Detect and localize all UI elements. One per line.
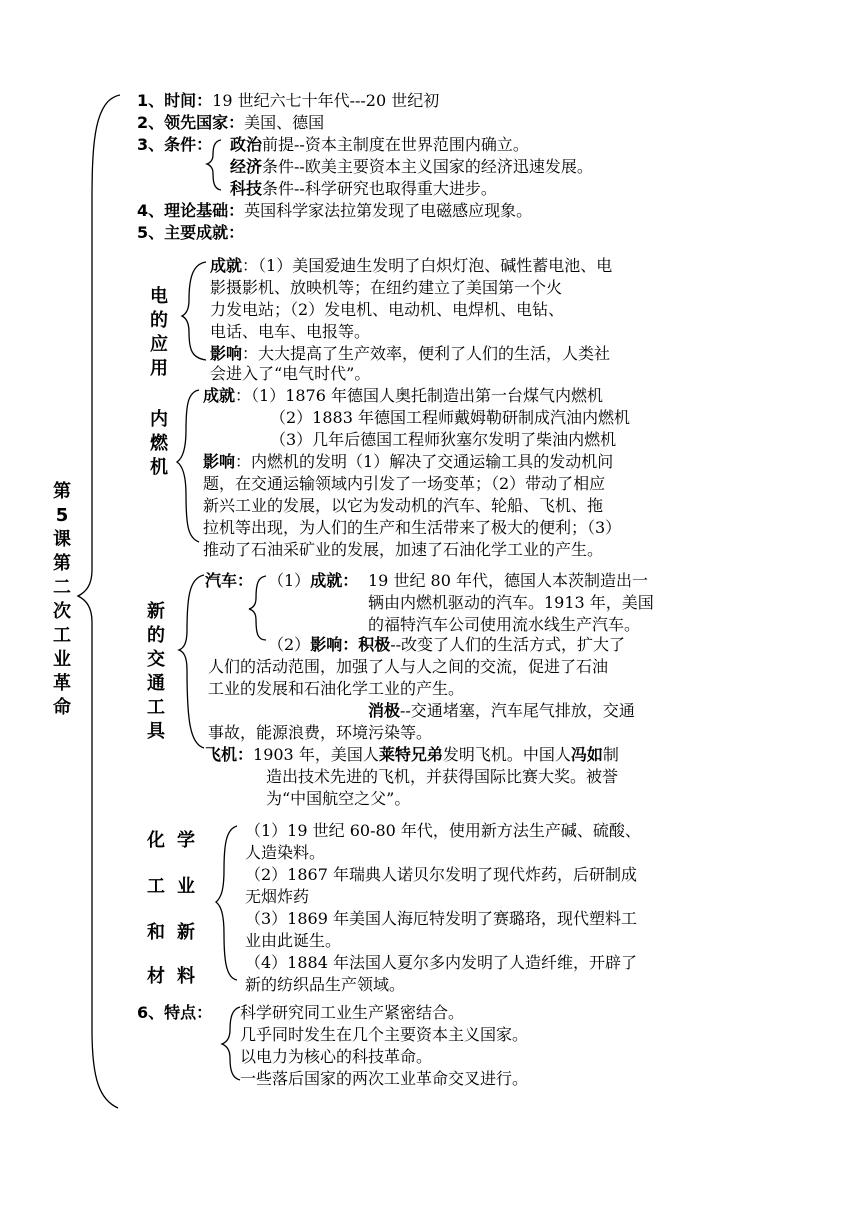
car-label: 汽车：: [205, 571, 254, 590]
chem-heading-line: 和新: [147, 922, 207, 943]
engine-imp-line: 影响：内燃机的发明（1）解决了交通运输工具的发动机问: [203, 452, 614, 471]
theory-label: 4、理论基础：: [137, 201, 245, 220]
transport-bracket: [179, 575, 204, 748]
chem-line: （1）19 世纪 60-80 年代，使用新方法生产碱、硫酸、: [245, 821, 641, 840]
condition-item: 科技条件--科学研究也取得重大进步。: [230, 179, 497, 198]
time-row: [137, 90, 439, 112]
chem-line: （4）1884 年法国人夏尔多内发明了人造纤维，开辟了: [245, 953, 637, 972]
chem-line: 无烟炸药: [245, 887, 310, 906]
engine-imp-line: 推动了石油采矿业的发展，加速了石油化学工业的产生。: [203, 540, 604, 559]
time-label: 1、时间：: [137, 91, 213, 110]
engine-ach-line: （3）几年后德国工程师狄塞尔发明了柴油内燃机: [270, 430, 617, 449]
achievements-label: 5、主要成就：: [137, 223, 245, 242]
chem-heading-line: 工业: [147, 876, 207, 897]
electric-ach-line: 力发电站；（2）发电机、电动机、电焊机、电钻、: [210, 300, 565, 319]
chem-line: 业由此诞生。: [245, 931, 342, 950]
countries-label: 2、领先国家：: [137, 113, 245, 132]
engine-imp-line: 新兴工业的发展，以它为发动机的汽车、轮船、飞机、拖: [203, 496, 604, 515]
time-text: 19 世纪六七十年代---20 世纪初: [212, 91, 440, 110]
theory-row: [137, 200, 532, 222]
car-ach-line: 19 世纪 80 年代，德国人本茨制造出一: [368, 571, 648, 590]
electric-ach-line: 成就：（1）美国爱迪生发明了白炽灯泡、碱性蓄电池、电: [210, 256, 613, 275]
conditions-label: 3、条件：: [137, 135, 213, 154]
achievements-row: [137, 222, 244, 244]
electric-ach-line: 电话、电车、电报等。: [210, 322, 371, 341]
electric-imp-line: 影响：大大提高了生产效率，便利了人们的生活，人类社: [210, 344, 611, 363]
engine-bracket: [177, 390, 199, 542]
electric-bracket: [182, 262, 206, 360]
engine-imp-line: 拉机等出现，为人们的生产和生活带来了极大的便利；（3）: [203, 518, 622, 537]
countries-row: [137, 112, 324, 134]
chem-line: （2）1867 年瑞典人诺贝尔发明了现代炸药，后研制成: [245, 865, 637, 884]
transport-heading: 新的交通工具: [147, 601, 165, 742]
chem-heading-line: 材料: [147, 966, 207, 987]
car-neg-line: 消极--交通堵塞，汽车尾气排放，交通: [368, 701, 635, 720]
condition-item: 政治前提--资本主制度在世界范围内确立。: [230, 135, 529, 154]
car-imp-line: 人们的活动范围，加强了人与人之间的交流，促进了石油: [208, 657, 609, 676]
chem-bracket: [216, 826, 237, 980]
plane-line: 为“中国航空之父”。: [266, 789, 411, 808]
electric-ach-line: 影摄影机、放映机等；在纽约建立了美国第一个火: [210, 278, 563, 297]
engine-heading: 内燃机: [150, 409, 168, 478]
feature-item: 以电力为核心的科技革命。: [240, 1047, 433, 1066]
chem-line: （3）1869 年美国人海厄特发明了赛璐珞，现代塑料工: [245, 909, 637, 928]
engine-ach-line: 成就：（1）1876 年德国人奥托制造出第一台煤气内燃机: [203, 386, 604, 405]
plane-line: 造出技术先进的飞机，并获得国际比赛大奖。被誉: [266, 767, 619, 786]
car-imp-line: 工业的发展和石油化学工业的产生。: [208, 679, 465, 698]
main-bracket: [78, 95, 120, 1108]
car-ach-line: 的福特汽车公司使用流水线生产汽车。: [368, 615, 641, 634]
lesson-title: 第5课 第二次工业革命: [53, 481, 71, 718]
car-imp-line: （2）影响：积极--改变了人们的生活方式，扩大了: [268, 635, 626, 654]
chem-line: 新的纺织品生产领域。: [245, 975, 406, 994]
feature-item: 科学研究同工业生产紧密结合。: [240, 1003, 465, 1022]
electric-imp-line: 会进入了“电气时代”。: [210, 364, 371, 383]
car-ach-line: （1）成就：: [268, 571, 359, 590]
features-bracket: [222, 1007, 240, 1080]
plane-line: 飞机：1903 年，美国人莱特兄弟发明飞机。中国人冯如制: [205, 745, 619, 764]
features-label: 6、特点：: [137, 1003, 213, 1022]
feature-item: 一些落后国家的两次工业革命交叉进行。: [240, 1069, 529, 1088]
electric-heading: 电的应用: [150, 286, 168, 379]
car-neg-line: 事故，能源浪费，环境污染等。: [208, 723, 433, 742]
theory-text: 英国科学家法拉第发现了电磁感应现象。: [244, 201, 533, 220]
engine-ach-line: （2）1883 年德国工程师戴姆勒研制成汽油内燃机: [270, 408, 630, 427]
engine-imp-line: 题，在交通运输领域内引发了一场变革；（2）带动了相应: [203, 474, 606, 493]
car-ach-line: 辆由内燃机驱动的汽车。1913 年，美国: [368, 593, 654, 612]
feature-item: 几乎同时发生在几个主要资本主义国家。: [240, 1025, 529, 1044]
chem-heading-line: 化学: [147, 830, 207, 851]
chem-line: 人造染料。: [245, 843, 326, 862]
condition-item: 经济条件--欧美主要资本主义国家的经济迅速发展。: [230, 157, 593, 176]
conditions-row: [137, 134, 212, 156]
countries-text: 美国、德国: [244, 113, 325, 132]
